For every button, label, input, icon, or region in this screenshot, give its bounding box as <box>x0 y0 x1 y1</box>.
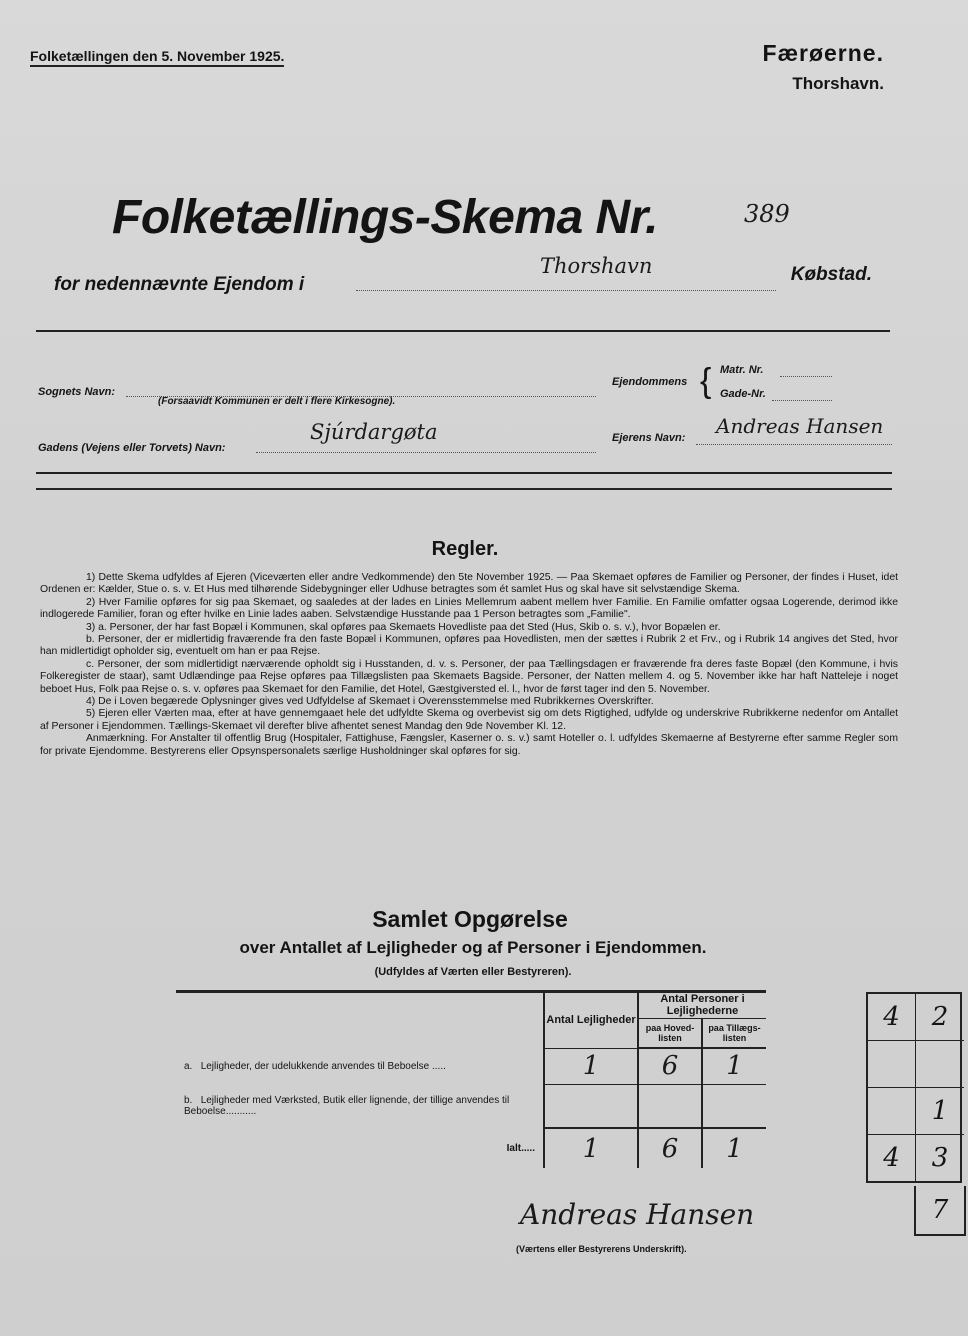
divider-top <box>36 330 890 332</box>
brace-symbol: { <box>700 362 712 400</box>
row-b-apartments <box>544 1084 638 1128</box>
col-main-list-header: paa Hoved-listen <box>638 1018 702 1048</box>
table-row-b <box>176 1084 766 1128</box>
street-line <box>256 452 596 453</box>
kobstad-label: Købstad. <box>790 264 872 285</box>
row-a-apartments: 1 <box>544 1048 638 1084</box>
rule-remark: Anmærkning. For Anstalter til offentlig Brug (Hospitaler, Fattighuse, Fængsler, Kaserner o. s. v.) samt Hoteller o. l. udfyldes Skemaerne af Bestyrerne efter samme Regler som for private Ejendomme. Bestyrerens eller Opsynspersonalets særlige Husholdninger skal opføres for sig. <box>40 733 898 757</box>
summary-title: Samlet Opgørelse <box>372 906 568 932</box>
street-number-label: Gade-Nr. <box>720 388 766 400</box>
summary-header-spacer <box>176 992 544 1048</box>
side-tally-grid <box>866 992 962 1183</box>
side-tally-box <box>866 992 962 1183</box>
parish-note: (Forsaavidt Kommunen er delt i flere Kirkesogne). <box>158 396 396 407</box>
owner-line <box>696 444 892 445</box>
table-row-a <box>176 1048 766 1084</box>
total-apartments: 1 <box>544 1128 638 1168</box>
row-b-label-cell: b. Lejligheder med Værksted, Butik eller lignende, der tillige anvendes til Beboelse........... <box>184 1095 510 1117</box>
row-b-supplement-list <box>702 1084 766 1128</box>
row-a-prefix: a. <box>184 1060 193 1072</box>
divider-middle-1 <box>36 472 892 474</box>
property-location-label: for nedennævnte Ejendom i <box>54 274 305 295</box>
tally-cell: 3 <box>931 1143 949 1173</box>
rule-paragraph: 5) Ejeren eller Værten maa, efter at have gennemgaaet hele det udfyldte Skema og overbevist sig om dets Rigtighed, udfylde og underskrive Rubrikkerne nedenfor om Antallet af Personer i Ejendommen. Tællings-Skemaet vil derefter blive afhentet senest Mandag den 9de November Kl. 12. <box>40 708 898 732</box>
country-header: Færøerne. <box>762 40 884 66</box>
summary-note: (Udfyldes af Værten eller Bestyreren). <box>374 966 572 978</box>
parish-label: Sognets Navn: <box>38 386 116 398</box>
tally-cell <box>868 1041 916 1088</box>
rule-paragraph: c. Personer, der som midlertidigt nærværende opholdt sig i Husstanden, d. v. s. Personer, der paa Tællingsdagen er fraværende fra deres faste Bopæl (den Kommune, i hvis Folkeregister de staar), samt Udlændinge paa Rejse opføres paa Tillægslisten paa Skemaets Bagside. Personer, der Natten mellem 4. og 5. November ikke har haft Natteleje i noget beboet Hus, Folk paa Rejse o. s. v. opføres paa Skemaet for den Familie, det Hotel, Gæstgiversted el. l., hvor de først tager ind den 5. November. <box>40 658 898 695</box>
rule-paragraph: 3) a. Personer, der har fast Bopæl i Kommunen, skal opføres paa Skemaets Hovedliste paa det Sted (Hus, Skib o. s. v.), hvor Bopælen er. <box>86 621 721 633</box>
table-row-total <box>176 1128 766 1168</box>
rule-paragraph: 4) De i Loven begærede Oplysninger gives ved Udfyldelse af Skemaet i Overensstemmelse med Rubrikkernes Overskrifter. <box>86 696 654 708</box>
property-label: Ejendommens <box>612 376 688 388</box>
form-title: Folketællings-Skema Nr. <box>112 191 659 244</box>
total-supplement-list: 1 <box>702 1128 766 1168</box>
divider-middle-2 <box>36 488 892 490</box>
row-a-supplement-list: 1 <box>702 1048 766 1084</box>
tally-cell: 4 <box>868 1135 916 1181</box>
street-handwritten: Sjúrdargøta <box>310 420 438 444</box>
skema-number-handwritten: 389 <box>744 200 790 228</box>
street-label: Gadens (Vejens eller Torvets) Navn: <box>38 442 226 454</box>
tally-cell: 1 <box>916 1088 964 1135</box>
tally-cell: 2 <box>916 994 964 1041</box>
owner-signature: Andreas Hansen <box>520 1198 755 1231</box>
city-header: Thorshavn. <box>792 74 884 93</box>
row-b-prefix: b. <box>184 1095 193 1106</box>
rules-heading: Regler. <box>431 538 499 560</box>
rule-paragraph: 2) Hver Familie opføres for sig paa Skemaet, og saaledes at der lades en Linies Mellemrum aabent mellem hver Familie. En Familie omfatter ogsaa Logerende, derimod ikke indlogerede Familier, foran og efter hvilke en Linie lades aaben. Selvstændige Husstande paa 1 Person betragtes som „Familie". <box>40 596 898 621</box>
rules-text <box>40 572 898 758</box>
rule-paragraph: b. Personer, der er midlertidig fraværende fra den faste Bopæl i Kommunen, opføres paa Hovedlisten, men der sættes i Rubrik 2 et Frv., og i Rubrik 14 angives det Sted, hvor han midlertidigt opholder sig, eventuelt om han er paa Rejse. <box>40 634 898 658</box>
row-b-main-list <box>638 1084 702 1128</box>
row-a-label-cell: a. Lejligheder, der udelukkende anvendes til Beboelse ..... <box>184 1060 446 1072</box>
row-a-label: Lejligheder, der udelukkende anvendes til Beboelse <box>200 1060 430 1072</box>
row-a-main-list: 6 <box>638 1048 702 1084</box>
town-line <box>356 290 776 291</box>
owner-label: Ejerens Navn: <box>612 432 686 444</box>
col-apartments-header: Antal Lejligheder <box>544 992 638 1048</box>
census-date-header: Folketællingen den 5. November 1925. <box>30 48 284 67</box>
col-supplement-list-header: paa Tillægs-listen <box>702 1018 766 1048</box>
matr-line <box>780 376 832 377</box>
owner-handwritten: Andreas Hansen <box>716 414 884 438</box>
total-label-cell: Ialt..... <box>506 1142 535 1154</box>
side-tally-total: 7 <box>914 1186 966 1236</box>
tally-cell <box>868 1088 916 1135</box>
street-number-line <box>772 400 832 401</box>
tally-cell <box>916 1041 964 1088</box>
summary-table <box>176 992 766 1168</box>
tally-cell: 4 <box>868 994 916 1041</box>
row-b-label: Lejligheder med Værksted, Butik eller lignende, der tillige anvendes til Beboelse <box>184 1095 510 1117</box>
col-persons-header: Antal Personer i Lejlighederne <box>638 992 766 1018</box>
town-handwritten: Thorshavn <box>540 254 653 278</box>
total-main-list: 6 <box>638 1128 702 1168</box>
signature-label: (Værtens eller Bestyrerens Underskrift). <box>516 1244 687 1254</box>
matr-label: Matr. Nr. <box>720 364 764 376</box>
total-label: Ialt <box>506 1142 522 1154</box>
rule-paragraph: 1) Dette Skema udfyldes af Ejeren (Viceværten eller andre Vedkommende) den 5te November 1925. — Paa Skemaet opføres de Familier og Personer, der findes i Huset, idet Ordenen er: Kælder, Stue o. s. v. Et Hus med tilhørende Sidebygninger eller Udhuse betragtes som ét samlet Hus og skal have sit selvstændige Skema. <box>40 572 898 596</box>
summary-subtitle: over Antallet af Lejligheder og af Personer i Ejendommen. <box>239 938 707 957</box>
